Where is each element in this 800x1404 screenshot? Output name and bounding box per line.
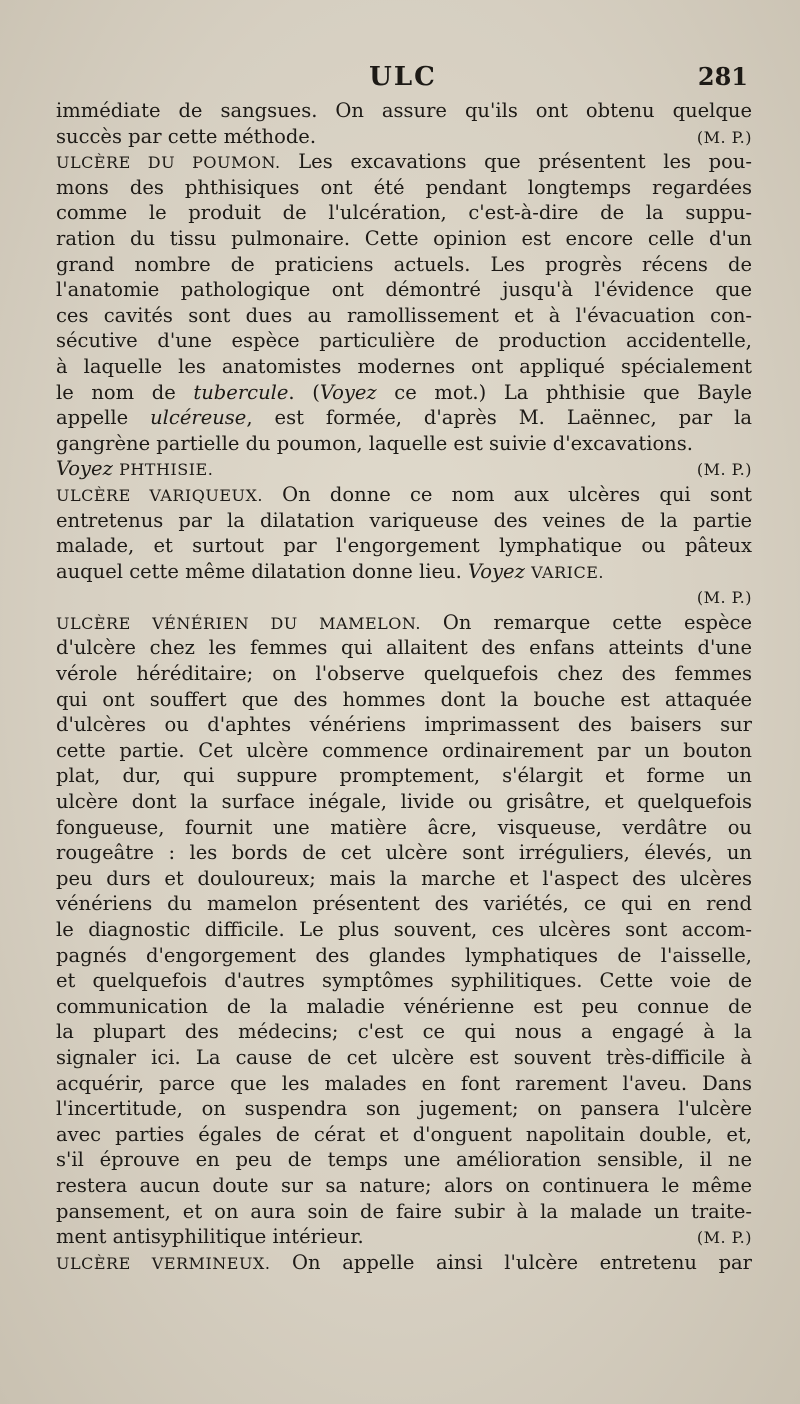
text-line: fongueuse, fournit une matière âcre, visqueuse, verdâtre ou bbox=[56, 815, 752, 839]
text-line bbox=[56, 1224, 752, 1250]
text-line: entretenus par la dilatation variqueuse des veines de la partie bbox=[56, 508, 752, 532]
text-line: et quelquefois d'autres symptômes syphilitiques. Cette voie de bbox=[56, 969, 752, 993]
text-line: vérole héréditaire; on l'observe quelquefois chez des femmes bbox=[56, 662, 752, 686]
text-line: le nom de tubercule. (Voyez ce mot.) La phthisie que Bayle bbox=[56, 380, 752, 404]
text-segment: Voyez PHTHISIE. bbox=[56, 457, 214, 481]
author-initials: (M. P.) bbox=[696, 460, 752, 480]
author-initials: (M. P.) bbox=[696, 1228, 752, 1248]
text-line: acquérir, parce que les malades en font rarement l'aveu. Dans bbox=[56, 1071, 752, 1095]
author-initials: (M. P.) bbox=[696, 588, 752, 608]
text-line: ULCÈRE VARIQUEUX. On donne ce nom aux ulcères qui sont bbox=[56, 482, 752, 506]
running-head-title: ULC bbox=[369, 62, 437, 92]
running-head bbox=[58, 62, 748, 96]
body-text bbox=[56, 98, 752, 1275]
text-line: d'ulcère chez les femmes qui allaitent des enfans atteints d'une bbox=[56, 636, 752, 660]
text-line: grand nombre de praticiens actuels. Les progrès récens de bbox=[56, 252, 752, 276]
text-line: sécutive d'une espèce particulière de production accidentelle, bbox=[56, 329, 752, 353]
text-line: plat, dur, qui suppure promptement, s'élargit et forme un bbox=[56, 764, 752, 788]
text-line: pansement, et on aura soin de faire subir à la malade un traite- bbox=[56, 1199, 752, 1223]
author-initials: (M. P.) bbox=[696, 127, 752, 147]
text-line: ULCÈRE VERMINEUX. On appelle ainsi l'ulcère entretenu par bbox=[56, 1250, 752, 1274]
text-line: ULCÈRE VÉNÉRIEN DU MAMELON. On remarque cette espèce bbox=[56, 610, 752, 634]
text-line: vénériens du mamelon présentent des variétés, ce qui en rend bbox=[56, 892, 752, 916]
text-line bbox=[56, 456, 752, 482]
text-line: d'ulcères ou d'aphtes vénériens imprimassent des baisers sur bbox=[56, 713, 752, 737]
text-line: à laquelle les anatomistes modernes ont appliqué spécialement bbox=[56, 354, 752, 378]
text-line: immédiate de sangsues. On assure qu'ils ont obtenu quelque bbox=[56, 99, 752, 122]
text-line: l'incertitude, on suspendra son jugement; on pansera l'ulcère bbox=[56, 1097, 752, 1121]
text-line: ulcère dont la surface inégale, livide ou grisâtre, et quelquefois bbox=[56, 790, 752, 814]
text-segment: ment antisyphilitique intérieur. bbox=[56, 1225, 364, 1249]
text-line: avec parties égales de cérat et d'onguent napolitain double, et, bbox=[56, 1122, 752, 1146]
text-line: cette partie. Cet ulcère commence ordinairement par un bouton bbox=[56, 738, 752, 762]
text-line: comme le produit de l'ulcération, c'est-à-dire de la suppu- bbox=[56, 201, 752, 225]
text-line: gangrène partielle du poumon, laquelle est suivie d'excavations. bbox=[56, 431, 693, 455]
text-line: auquel cette même dilatation donne lieu. Voyez VARICE. bbox=[56, 559, 604, 583]
page-number: 281 bbox=[697, 62, 748, 91]
text-line bbox=[56, 124, 752, 150]
text-line: appelle ulcéreuse, est formée, d'après M. Laënnec, par la bbox=[56, 406, 752, 430]
text-line: qui ont souffert que des hommes dont la bouche est attaquée bbox=[56, 687, 752, 711]
text-line bbox=[56, 584, 752, 610]
text-line: la plupart des médecins; c'est ce qui nous a engagé à la bbox=[56, 1020, 752, 1044]
text-segment: succès par cette méthode. bbox=[56, 124, 317, 148]
text-line: communication de la maladie vénérienne est peu connue de bbox=[56, 994, 752, 1018]
text-line: ces cavités sont dues au ramollissement et à l'évacuation con- bbox=[56, 303, 752, 327]
text-line: ULCÈRE DU POUMON. Les excavations que présentent les pou- bbox=[56, 150, 752, 174]
text-line: l'anatomie pathologique ont démontré jusqu'à l'évidence que bbox=[56, 278, 752, 302]
text-line: le diagnostic difficile. Le plus souvent, ces ulcères sont accom- bbox=[56, 918, 752, 941]
text-line: pagnés d'engorgement des glandes lymphatiques de l'aisselle, bbox=[56, 943, 752, 967]
text-line: signaler ici. La cause de cet ulcère est souvent très-difficile à bbox=[56, 1045, 752, 1069]
text-line: mons des phthisiques ont été pendant longtemps regardées bbox=[56, 175, 752, 199]
text-line: s'il éprouve en peu de temps une amélioration sensible, il ne bbox=[56, 1148, 752, 1172]
text-line: ration du tissu pulmonaire. Cette opinion est encore celle d'un bbox=[56, 226, 752, 250]
text-line: restera aucun doute sur sa nature; alors on continuera le même bbox=[56, 1173, 752, 1197]
text-line: peu durs et douloureux; mais la marche et l'aspect des ulcères bbox=[56, 866, 752, 890]
text-line: rougeâtre : les bords de cet ulcère sont irréguliers, élevés, un bbox=[56, 841, 752, 865]
text-line: malade, et surtout par l'engorgement lymphatique ou pâteux bbox=[56, 534, 752, 558]
